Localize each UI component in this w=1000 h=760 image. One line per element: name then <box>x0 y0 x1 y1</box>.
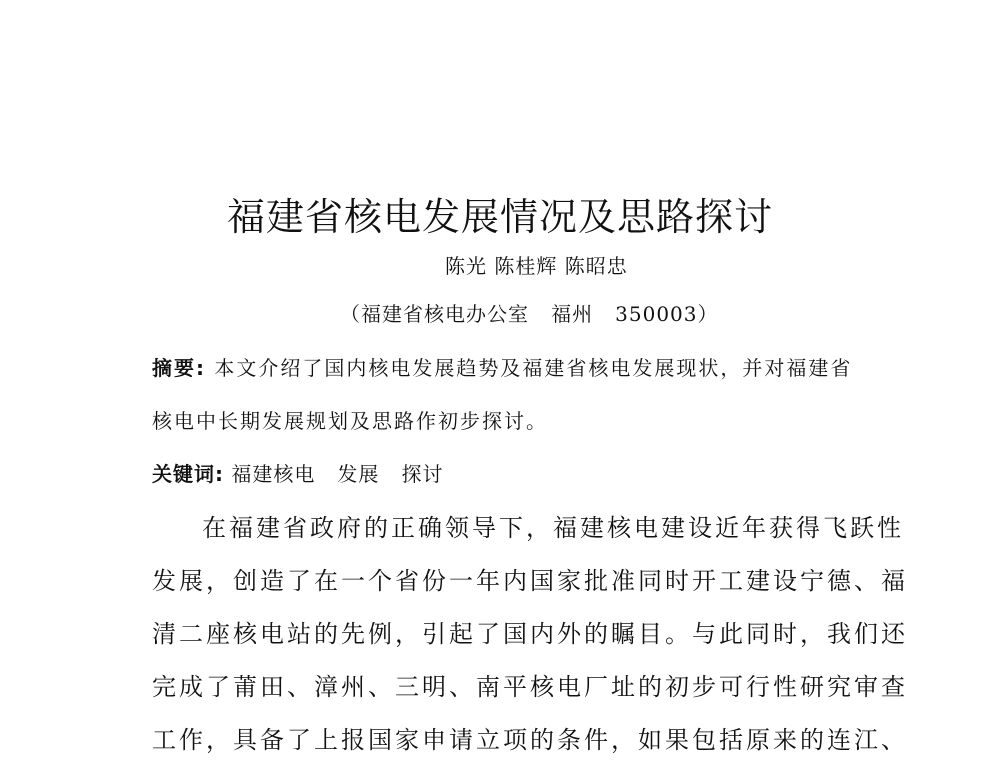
body-line: 工作，具备了上报国家申请立项的条件，如果包括原来的连江、 <box>152 726 908 754</box>
abstract-label: 摘要: <box>152 356 206 380</box>
body-line: 发展，创造了在一个省份一年内国家批准同时开工建设宁德、福 <box>152 567 908 595</box>
body-line: 在福建省政府的正确领导下，福建核电建设近年获得飞跃性 <box>202 514 904 542</box>
document-authors: 陈光 陈桂辉 陈昭忠 <box>445 254 628 278</box>
keywords-label: 关键词: <box>152 462 224 486</box>
abstract-line-1 <box>152 352 882 381</box>
document-affiliation: （福建省核电办公室 福州 350003） <box>340 302 719 326</box>
abstract-line-2: 核电中长期发展规划及思路作初步探讨。 <box>152 409 548 433</box>
keywords-text: 福建核电 发展 探讨 <box>224 462 444 486</box>
keywords <box>152 458 444 487</box>
abstract-text-1: 本文介绍了国内核电发展趋势及福建省核电发展现状，并对福建省 <box>214 356 853 380</box>
document-title: 福建省核电发展情况及思路探讨 <box>226 195 773 239</box>
body-line: 清二座核电站的先例，引起了国内外的瞩目。与此同时，我们还 <box>152 620 908 648</box>
body-line: 完成了莆田、漳州、三明、南平核电厂址的初步可行性研究审查 <box>152 673 908 701</box>
